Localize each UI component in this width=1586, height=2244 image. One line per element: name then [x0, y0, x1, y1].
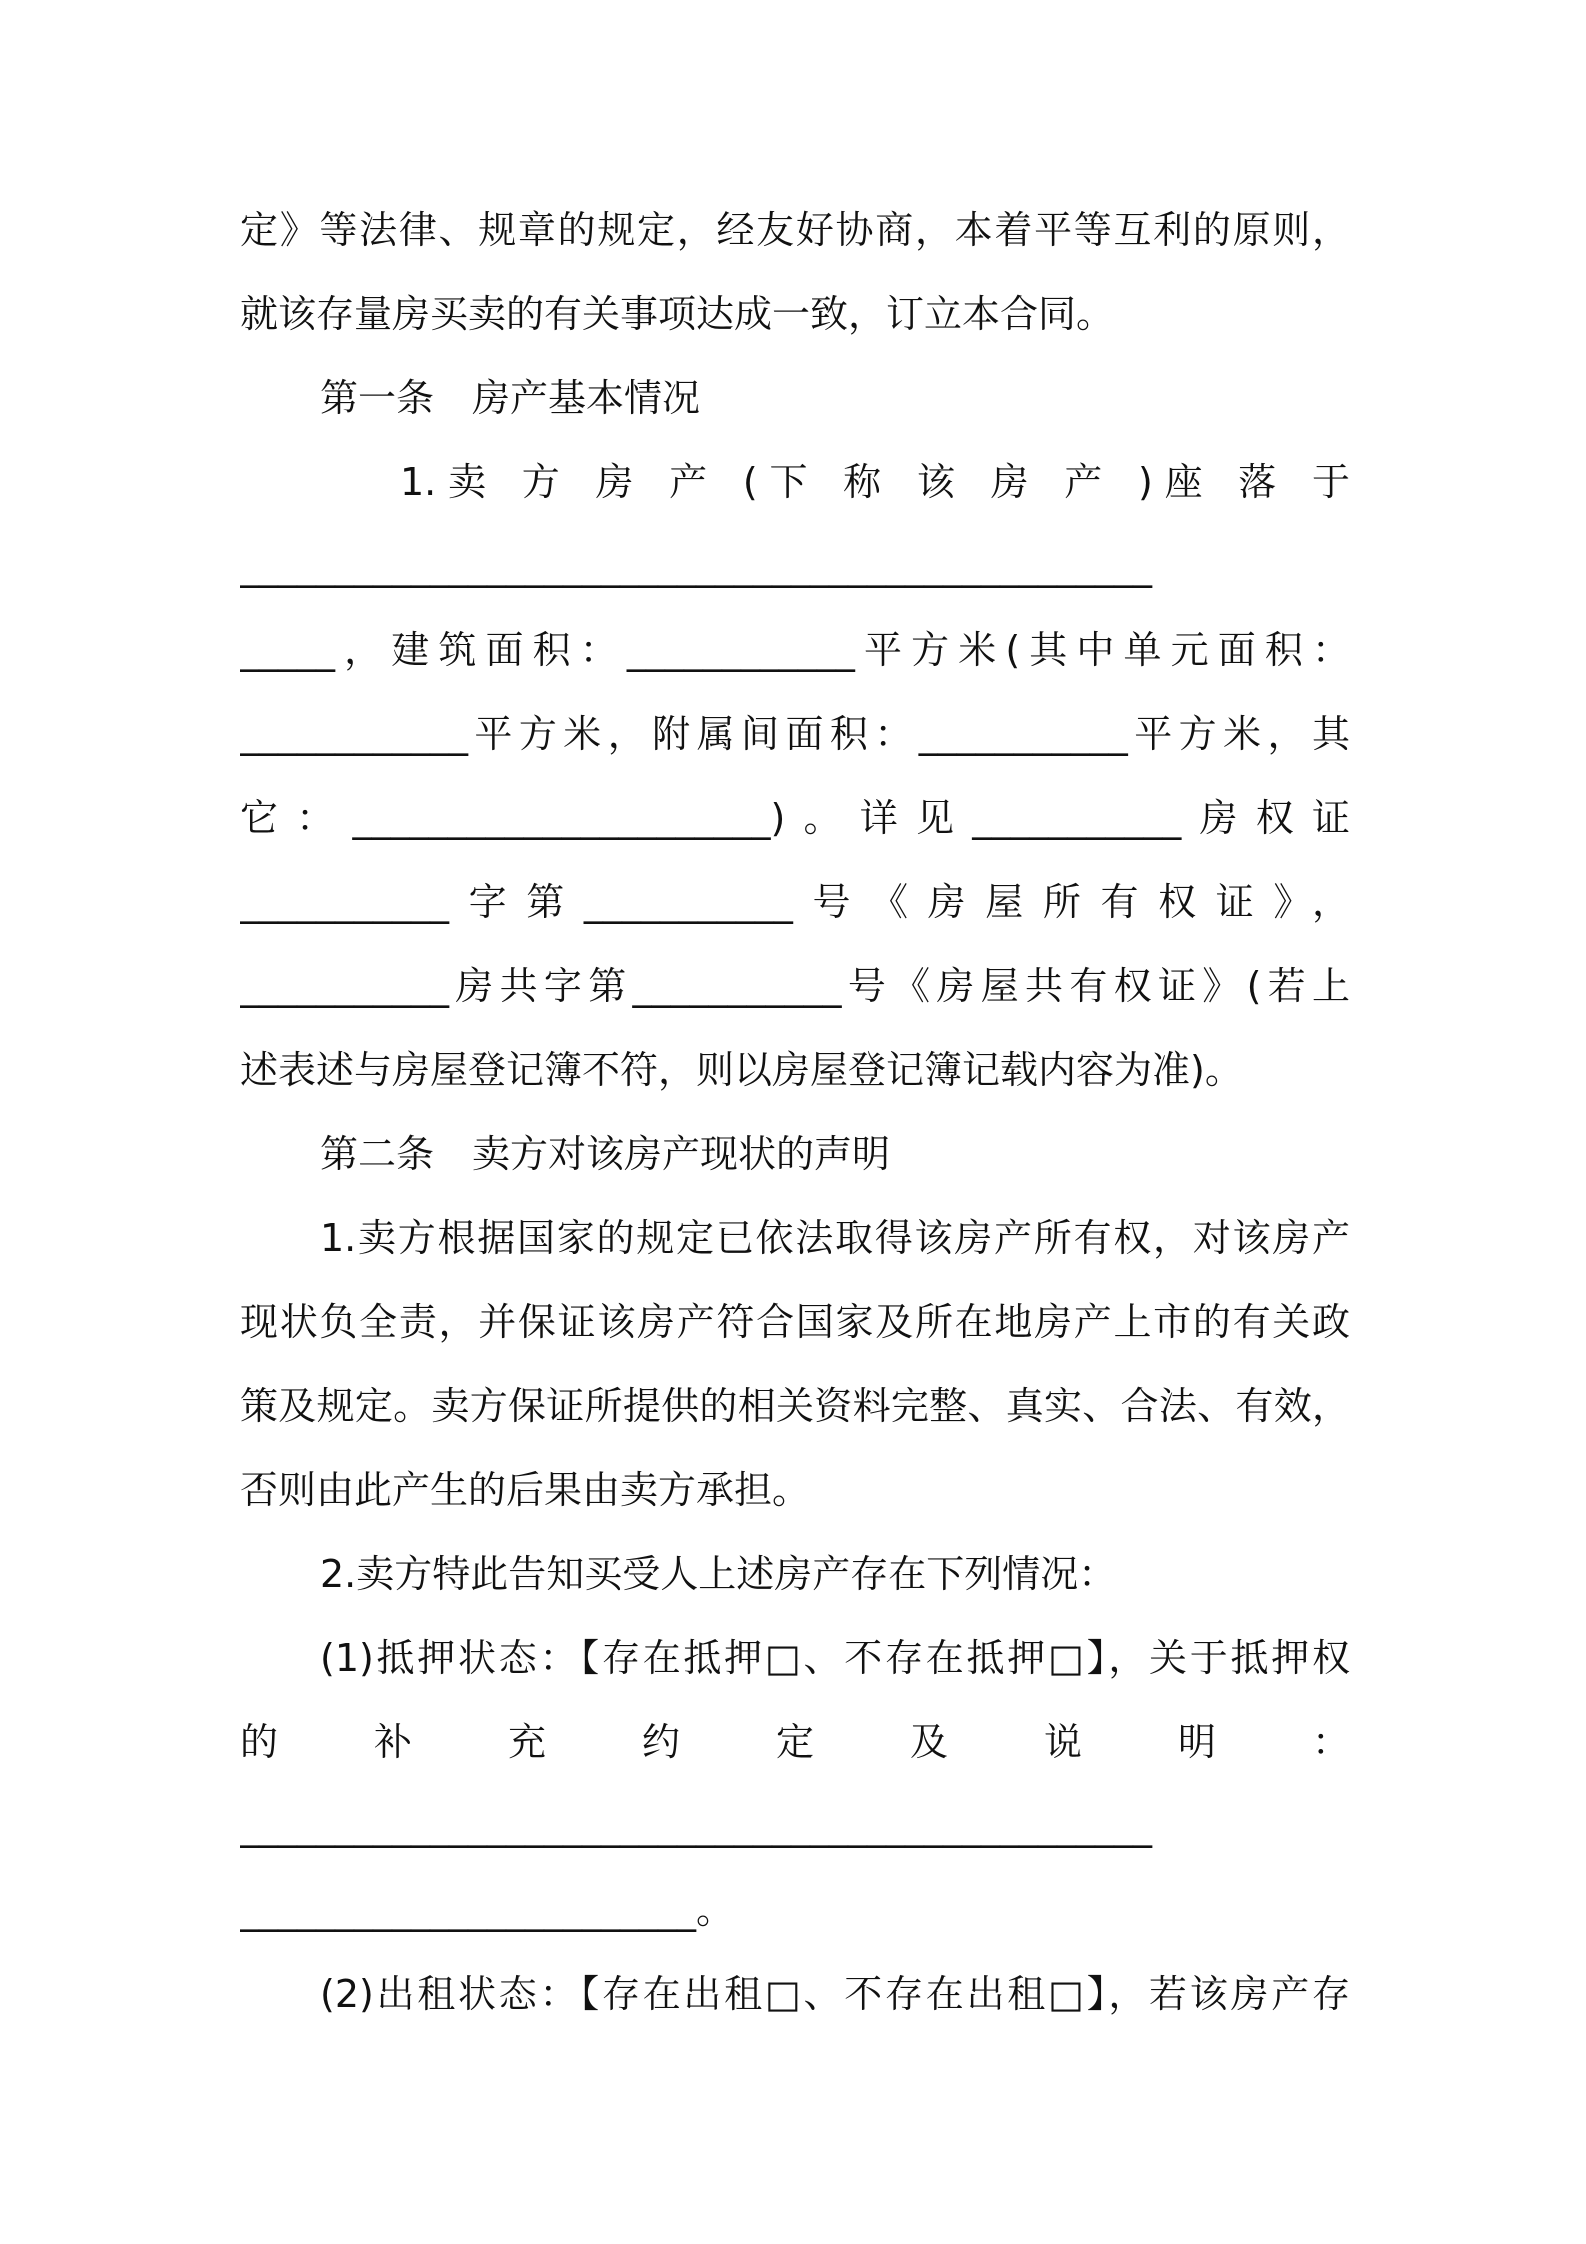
blank-fill-line-3: ________________________。: [240, 1888, 735, 1932]
mortgage-status-line: (1)抵押状态：【存在抵押□、不存在抵押□】，关于抵押权: [320, 1636, 1350, 1680]
location-line: 1.卖 方 房 产 (下 称 该 房 产 )座 落 于: [400, 460, 1350, 504]
statement-line-3: 策及规定。卖方保证所提供的相关资料完整、真实、合法、有效，: [240, 1384, 1350, 1428]
certificate-note-line: 述表述与房屋登记簿不符，则以房屋登记簿记载内容为准)。: [240, 1048, 1243, 1092]
paragraph-line-1: 定》等法律、规章的规定，经友好协商，本着平等互利的原则，: [240, 208, 1350, 252]
statement-line-1: 1.卖方根据国家的规定已依法取得该房产所有权，对该房产: [320, 1216, 1350, 1260]
area-line-2: ____________平方米，附属间面积：___________平方米，其: [240, 712, 1350, 756]
certificate-line-1: 它：______________________)。详见___________房权证: [240, 796, 1350, 840]
blank-fill-line-1: ________________________________________________: [240, 544, 1152, 588]
lease-status-line: (2)出租状态：【存在出租□、不存在出租□】，若该房产存: [320, 1972, 1350, 2016]
statement-line-4: 否则由此产生的后果由卖方承担。: [240, 1468, 811, 1512]
notice-line: 2.卖方特此告知买受人上述房产存在下列情况：: [320, 1552, 1117, 1596]
article-1-heading: 第一条 房产基本情况: [320, 376, 701, 420]
certificate-line-3: ___________房共字第___________号《房屋共有权证》(若上: [240, 964, 1350, 1008]
paragraph-line-2: 就该存量房买卖的有关事项达成一致，订立本合同。: [240, 292, 1115, 336]
mortgage-supplement-line: 的 补 充 约 定 及 说 明 ：: [240, 1720, 1350, 1764]
area-line: _____，建筑面积：____________平方米(其中单元面积：: [240, 628, 1350, 672]
blank-fill-line-2: ________________________________________________: [240, 1804, 1152, 1848]
document-page: [240, 0, 1350, 2244]
certificate-line-2: ___________字第___________号《房屋所有权证》，: [240, 880, 1350, 924]
article-2-heading: 第二条 卖方对该房产现状的声明: [320, 1132, 891, 1176]
statement-line-2: 现状负全责，并保证该房产符合国家及所在地房产上市的有关政: [240, 1300, 1350, 1344]
